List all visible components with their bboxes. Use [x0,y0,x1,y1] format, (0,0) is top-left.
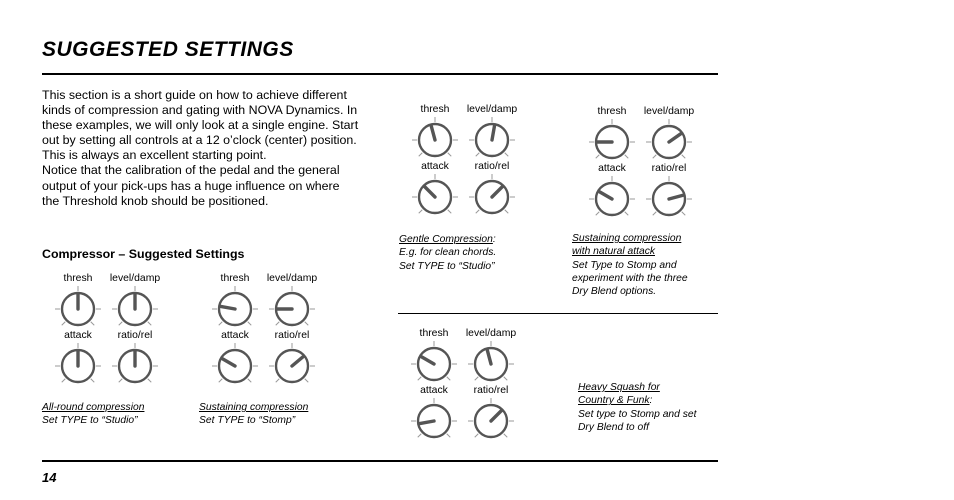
caption-title: Heavy Squash for [578,382,660,393]
knob-label-level: level/damp [266,273,318,284]
knob-label-level: level/damp [643,106,695,117]
knob-tick [653,155,657,159]
caption-title: All-round compression [42,402,145,413]
knob-tick [447,377,451,381]
caption-line: Set TYPE to “Stomp” [199,415,296,427]
knob-tick [682,212,686,216]
knob-ratio[interactable] [468,398,514,437]
caption-line: E.g. for clean chords. [399,247,497,259]
footer-rule [42,460,718,462]
knob-label-ratio: ratio/rel [274,330,310,341]
knob-label-thresh: thresh [63,273,93,284]
knob-tick [625,155,629,159]
knob-label-level: level/damp [109,273,161,284]
knob-label-ratio: ratio/rel [651,163,687,174]
knob-label-attack: attack [420,385,448,396]
caption-line: Dry Blend options. [572,286,657,298]
knob-tick [305,379,309,383]
caption-line: Set Type to Stomp and [572,259,677,271]
section-heading: Compressor – Suggested Settings [42,247,245,261]
knob-tick [418,434,422,438]
knob-tick [475,377,479,381]
knob-tick [476,153,480,157]
knob-tick [505,153,509,157]
knob-level[interactable] [468,341,514,380]
knob-label-thresh: thresh [420,104,450,115]
caption-title: Sustaining compression [199,402,309,413]
page-number: 14 [42,470,57,485]
knob-group-squash [400,328,530,458]
caption-line: experiment with the three [572,272,688,284]
knob-tick [419,210,423,214]
page-title: SUGGESTED SETTINGS [42,38,294,61]
knob-tick [504,434,508,438]
caption-title-suffix: : [649,395,653,407]
knob-tick [62,322,66,326]
caption-line: Set TYPE to “Studio” [399,260,495,272]
knob-tick [219,379,223,383]
caption-line: Dry Blend to off [578,421,649,433]
knob-group-gentle [401,104,531,234]
caption-title-2: Country & Funk [578,395,650,407]
caption-gentle [399,233,496,273]
caption-natural [572,232,688,298]
intro-paragraph-1: This section is a short guide on how to achieve different kinds of compression and gating with NOVA Dynamics. In these examples, we will only look at a single engine. Start out by setting all controls at a 12 o’clock (center) position. This is always an excellent starting point. [42,88,359,163]
knob-tick [119,322,123,326]
knob-tick [248,322,252,326]
knob-tick [148,322,152,326]
caption-allround [42,401,144,428]
knob-tick [596,155,600,159]
knob-label-thresh: thresh [419,328,449,339]
knob-ratio[interactable] [112,343,158,382]
caption-title-suffix: : [492,234,496,245]
knob-tick [305,322,309,326]
caption-title: Sustaining compression [572,233,682,244]
knob-tick [91,322,95,326]
caption-line: Set type to Stomp and set [578,408,697,420]
knob-label-attack: attack [598,163,626,174]
intro-paragraph-2: Notice that the calibration of the pedal and the general output of your pick-ups has a huge influence on where the Threshold knob should be positioned. [42,163,340,208]
knob-tick [476,210,480,214]
knob-level[interactable] [469,117,515,156]
knob-tick [148,379,152,383]
knob-tick [276,322,280,326]
knob-label-ratio: ratio/rel [473,385,509,396]
knob-level[interactable] [112,286,158,325]
caption-line: Set TYPE to “Studio” [42,415,138,427]
knob-tick [625,212,629,216]
knob-tick [682,155,686,159]
knob-level[interactable] [269,286,315,325]
knob-level[interactable] [646,119,692,158]
knob-label-attack: attack [421,161,449,172]
knob-ratio[interactable] [469,174,515,213]
caption-squash [578,381,697,434]
knob-tick [596,212,600,216]
knob-thresh[interactable] [55,286,101,325]
knob-group-natural [578,106,708,236]
knob-thresh[interactable] [412,117,458,156]
intro-text [42,88,360,209]
knob-label-attack: attack [64,330,92,341]
section-divider [398,313,718,314]
knob-label-level: level/damp [465,328,517,339]
knob-thresh[interactable] [212,286,258,325]
knob-attack[interactable] [411,398,457,437]
knob-group-allround [44,273,174,403]
knob-label-level: level/damp [466,104,518,115]
knob-attack[interactable] [55,343,101,382]
caption-sustain-stomp [199,401,308,428]
knob-tick [505,210,509,214]
knob-tick [91,379,95,383]
knob-thresh[interactable] [589,119,635,158]
knob-tick [248,379,252,383]
knob-attack[interactable] [412,174,458,213]
knob-thresh[interactable] [411,341,457,380]
knob-tick [448,210,452,214]
caption-title: Gentle Compression [399,234,493,245]
knob-tick [504,377,508,381]
knob-label-thresh: thresh [597,106,627,117]
knob-tick [119,379,123,383]
knob-attack[interactable] [212,343,258,382]
knob-tick [448,153,452,157]
knob-tick [475,434,479,438]
knob-tick [276,379,280,383]
knob-group-sustain-stomp [201,273,331,403]
knob-tick [418,377,422,381]
caption-title-2: with natural attack [572,246,655,258]
knob-ratio[interactable] [269,343,315,382]
title-rule [42,73,718,75]
knob-label-thresh: thresh [220,273,250,284]
knob-attack[interactable] [589,176,635,215]
knob-label-ratio: ratio/rel [117,330,153,341]
knob-tick [447,434,451,438]
knob-label-ratio: ratio/rel [474,161,510,172]
knob-tick [219,322,223,326]
knob-tick [653,212,657,216]
knob-tick [419,153,423,157]
knob-ratio[interactable] [646,176,692,215]
knob-label-attack: attack [221,330,249,341]
knob-tick [62,379,66,383]
